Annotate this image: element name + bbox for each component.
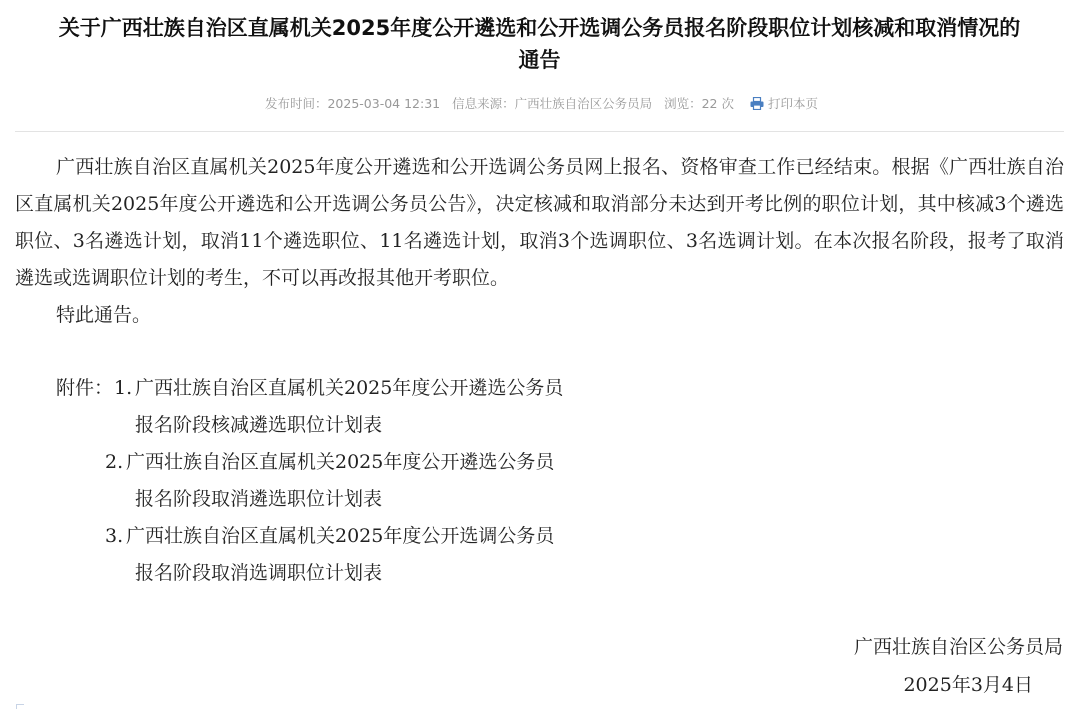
article-title-line2: 通告 [518, 48, 561, 72]
signature-org: 广西壮族自治区公务员局 [853, 636, 1063, 658]
info-source: 信息来源：广西壮族自治区公务员局 [452, 96, 653, 111]
article-meta [0, 95, 1079, 115]
print-page-label: 打印本页 [767, 96, 818, 111]
attachment-3-link[interactable]: 广西壮族自治区直属机关2025年度公开选调公务员 [126, 525, 555, 547]
signature-date: 2025年3月4日 [903, 674, 1033, 696]
page-corner-mark [16, 704, 24, 709]
attachment-label: 附件： [56, 377, 114, 399]
article-body [15, 149, 1064, 334]
attachment-1-link[interactable]: 广西壮族自治区直属机关2025年度公开遴选公务员 [135, 377, 564, 399]
attachment-3-number: 3. [105, 525, 124, 547]
attachment-2-number: 2. [105, 451, 124, 473]
view-count: 浏览：22 次 [664, 96, 734, 111]
printer-icon [750, 97, 764, 115]
publish-time: 发布时间：2025-03-04 12:31 [264, 96, 441, 111]
attachment-3-link-cont[interactable]: 报名阶段取消选调职位计划表 [135, 562, 383, 584]
attachment-1-number: 1. [114, 377, 133, 399]
title-divider [15, 131, 1064, 132]
attachment-2-link[interactable]: 广西壮族自治区直属机关2025年度公开遴选公务员 [126, 451, 555, 473]
article-title-line1: 关于广西壮族自治区直属机关2025年度公开遴选和公开选调公务员报名阶段职位计划核减和取消情况的 [58, 16, 1021, 40]
print-page-button[interactable] [750, 96, 818, 111]
attachment-2-link-cont[interactable]: 报名阶段取消遴选职位计划表 [135, 488, 383, 510]
attachment-1-link-cont[interactable]: 报名阶段核减遴选职位计划表 [135, 414, 383, 436]
paragraph-main: 广西壮族自治区直属机关2025年度公开遴选和公开选调公务员网上报名、资格审查工作已经结束。根据《广西壮族自治区直属机关2025年度公开遴选和公开选调公务员公告》，决定核减和取消部分未达到开考比例的职位计划，其中核减3个遴选职位、3名遴选计划，取消11个遴选职位、11名遴选计划，取消3个选调职位、3名选调计划。在本次报名阶段，报考了取消遴选或选调职位计划的考生，不可以再改报其他开考职位。 [15, 156, 1064, 289]
paragraph-closing: 特此通告。 [56, 304, 152, 326]
article-title [0, 12, 1079, 76]
